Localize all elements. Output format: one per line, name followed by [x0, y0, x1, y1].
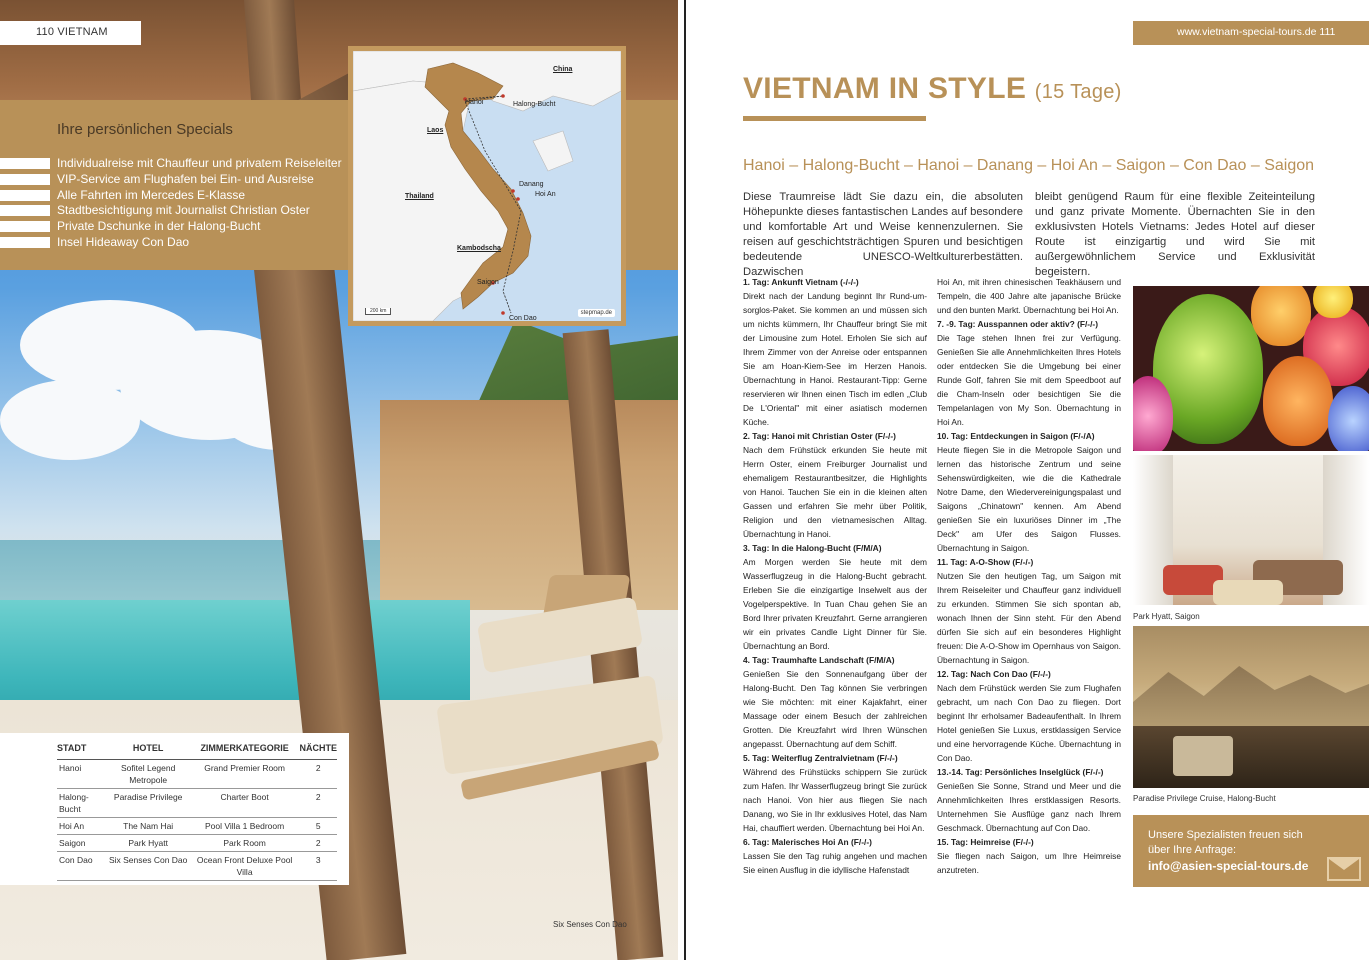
contact-line-1: Unsere Spezialisten freuen sich [1148, 829, 1303, 841]
itinerary-column-1 [743, 275, 927, 877]
map-label-saigon: Saigon [477, 279, 499, 286]
table-row: Con Dao Six Senses Con Dao Ocean Front Deluxe Pool Villa 3 [57, 852, 337, 881]
col-header: STADT [57, 743, 107, 760]
contact-email-link[interactable]: info@asien-special-tours.de [1148, 859, 1309, 873]
cruise-caption: Paradise Privilege Cruise, Halong-Bucht [1133, 794, 1276, 803]
intro-text-2: bleibt genügend Raum für eine flexible Zeiteinteilung und ganz private Momente. Übernachten Sie in den exklusivsten Hotels Vietnams: Jedes Hotel auf dieser Route ist einzigartig und wird Sie mit außergewöhnlichem Service und Exklusivität begeistern. [1035, 191, 1315, 278]
special-item: VIP-Service am Flughafen bei Ein- und Ausreise [0, 172, 342, 188]
route-map [348, 46, 626, 326]
day-entry: 1. Tag: Ankunft Vietnam (-/-/-) Direkt nach der Landung beginnt Ihr Rund-um-sorglos-Paket. Sie kommen an und müssen sich um nichts kümmern, Ihr Chauffeur bringt Sie mit der Limousine zum Hotel. Erholen Sie sich auf Ihrem Zimmer von der Anreise oder entspannen Sie am Hoan-Kiem-See im Herzen Hanois. Übernachtung in Hanoi. Restaurant-Tipp: Gerne reservieren wir Ihnen einen Tisch im edlen „Club De L'Oriental" mit einer asiatisch modernen Küche. [743, 277, 927, 427]
col-header: HOTEL [107, 743, 190, 760]
hotel-table [57, 743, 337, 881]
specials-list [0, 156, 342, 251]
hotel-table-box [0, 733, 349, 885]
day-entry: 15. Tag: Heimreise (F/-/-) Sie fliegen nach Saigon, um Ihre Heimreise anzutreten. [937, 837, 1121, 875]
contact-line-2: über Ihre Anfrage: [1148, 844, 1237, 856]
day-entry: 10. Tag: Entdeckungen in Saigon (F/-/A) Heute fliegen Sie in die Metropole Saigon und lernen das historische Zentrum und seine Sehenswürdigkeiten, wie die die Kathedrale Notre Dame, den Wiedervereinigungspalast und Saigons „Chinatown" kennen. Am Abend genießen Sie ein luxuriöses Dinner im „The Deck" am Ufer des Saigon Flusses. Übernachtung in Saigon. [937, 431, 1121, 553]
map-label-condao: Con Dao [509, 315, 537, 321]
special-item: Alle Fahrten im Mercedes E-Klasse [0, 188, 342, 204]
special-item: Stadtbesichtigung mit Journalist Christian Oster [0, 203, 342, 219]
special-item: Insel Hideaway Con Dao [0, 235, 342, 251]
right-page [696, 0, 1369, 960]
contact-box [1133, 815, 1369, 887]
map-scale: 200 km [365, 308, 391, 315]
map-label-hoian: Hoi An [535, 191, 556, 198]
lanterns-photo [1133, 286, 1369, 451]
day-entry: Hoi An, mit ihren chinesischen Teakhäusern und Tempeln, die 400 Jahre alte japanische Brücke und den bunten Markt. Übernachtung bei Hoi An. [937, 277, 1121, 315]
day-entry: 7. -9. Tag: Ausspannen oder aktiv? (F/-/-) Die Tage stehen Ihnen frei zur Verfügung. Genießen Sie alle Annehmlichkeiten Ihres Hotels oder entdecken Sie die Umgebung bei einer Runde Golf, fahren Sie mit dem Speedboot auf die Cham-Inseln oder besichtigen Sie die Tempelanlagen von My Son. Übernachtung in Hoi An. [937, 319, 1121, 427]
special-item: Private Dschunke in der Halong-Bucht [0, 219, 342, 235]
map-label-thailand: Thailand [405, 193, 434, 200]
page-number-left: 110 VIETNAM [0, 21, 141, 45]
title-days: (15 Tage) [1034, 81, 1122, 103]
map-credit: stepmap.de [578, 309, 615, 317]
cruise-photo [1133, 626, 1369, 788]
map-label-kambodscha: Kambodscha [457, 245, 501, 252]
table-row: Saigon Park Hyatt Park Room 2 [57, 835, 337, 852]
special-item: Individualreise mit Chauffeur und privatem Reiseleiter [0, 156, 342, 172]
day-entry: 5. Tag: Weiterflug Zentralvietnam (F/-/-) Während des Frühstücks schippern Sie zurück zum Hafen. Ihr Wasserflugzeug bringt Sie zurück nach Hanoi. Von hier aus fliegen Sie nach Danang, wo Sie in Ihr exklusives Hotel, das Nam Hai, chauffiert werden. Übernachtung bei Hoi An. [743, 753, 927, 833]
photo-caption: Six Senses Con Dao [553, 920, 627, 929]
itinerary-column-2 [937, 275, 1121, 877]
table-row: Hoi An The Nam Hai Pool Villa 1 Bedroom 5 [57, 818, 337, 835]
day-entry: 3. Tag: In die Halong-Bucht (F/M/A) Am Morgen werden Sie heute mit dem Wasserflugzeug in die Halong-Bucht gebracht. Erleben Sie die einzigartige Inselwelt aus der Vogelperspektive. In Tuan Chau gehen Sie an Bord Ihrer privaten Kreuzfahrt. Gerne arrangieren wir ein privates Candle Light Dinner für Sie. Übernachtung an Bord. [743, 543, 927, 651]
specials-title: Ihre persönlichen Specials [57, 121, 233, 138]
col-header: ZIMMERKATEGORIE [190, 743, 300, 760]
day-entry: 12. Tag: Nach Con Dao (F/-/-) Nach dem Frühstück werden Sie zum Flughafen gebracht, um nach Con Dao zu fliegen. Dort beginnt Ihr erholsamer Badeaufenthalt. In Ihrem Hotel genießen Sie Luxus, erstklassigen Service und eine hervorragende Küche. Übernachtung in Con Dao. [937, 669, 1121, 763]
title-rule [743, 116, 926, 121]
page-gutter [684, 0, 686, 960]
route-subtitle: Hanoi – Halong-Bucht – Hanoi – Danang – Hoi An – Saigon – Con Dao – Saigon [743, 157, 1315, 174]
hyatt-photo [1133, 455, 1369, 605]
map-label-hanoi: Hanoi [465, 99, 484, 106]
mail-icon [1327, 857, 1361, 881]
intro-text-1: Diese Traumreise lädt Sie dazu ein, die absoluten Höhepunkte dieses fantastischen Landes auf besondere und komfortable Art und Weise kennenzulernen. Sie reisen auf geschichtsträchtigen Spuren und besichtigen bedeutende UNESCO-Weltkulturerbestätten. Dazwischen [743, 191, 1023, 278]
page-number-right: www.vietnam-special-tours.de 111 [1133, 21, 1369, 45]
table-row: Halong-Bucht Paradise Privilege Charter Boot 2 [57, 789, 337, 818]
day-entry: 6. Tag: Malerisches Hoi An (F/-/-) Lassen Sie den Tag ruhig angehen und machen Sie einen Ausflug in die idyllische Hafenstadt [743, 837, 927, 875]
page-title: VIETNAM IN STYLE (15 Tage) [743, 72, 1122, 105]
map-label-danang: Danang [519, 181, 544, 188]
day-entry: 2. Tag: Hanoi mit Christian Oster (F/-/-) Nach dem Frühstück erkunden Sie heute mit Herrn Oster, einem Freiburger Journalist und ehemaligem Restaurantbesitzer, die Highlights von Hanoi. Tauchen Sie ein in die kleinen alten Gassen und erfahren Sie mehr über Politik, Religion und den vietnamesischen Alltag. Übernachtung in Hanoi. [743, 431, 927, 539]
map-label-halong: Halong-Bucht [513, 101, 556, 108]
day-entry: 4. Tag: Traumhafte Landschaft (F/M/A) Genießen Sie den Sonnenaufgang über der Halong-Bucht. Den Tag können Sie verbringen wie Sie möchten: mit einer Kajakfahrt, einer Massage oder einem Besuch der zahlreichen Grotten. Die Kreuzfahrt wird Ihren Wünschen angepasst. Übernachtung auf dem Schiff. [743, 655, 927, 749]
hyatt-caption: Park Hyatt, Saigon [1133, 612, 1200, 621]
day-entry: 13.-14. Tag: Persönliches Inselglück (F/-/-) Genießen Sie Sonne, Strand und Meer und die Annehmlichkeiten Ihres erstklassigen Resorts. Unternehmen Sie Ausflüge ganz nach Ihrem Geschmack. Übernachtung auf Con Dao. [937, 767, 1121, 833]
map-label-china: China [553, 66, 573, 73]
map-label-laos: Laos [427, 127, 444, 134]
left-page [0, 0, 678, 960]
table-row: Hanoi Sofitel Legend Metropole Grand Premier Room 2 [57, 760, 337, 789]
day-entry: 11. Tag: A-O-Show (F/-/-) Nutzen Sie den heutigen Tag, um Saigon mit Ihrem Reiseleiter und Chauffeur ganz individuell zu erkunden. Stimmen Sie sich spontan ab, wonach Ihnen der Sinn steht. Für den Abend dürfen Sie sich auf ein besonderes Highlight freuen: Die A-O-Show im Opernhaus von Saigon. Übernachtung in Saigon. [937, 557, 1121, 665]
col-header: NÄCHTE [299, 743, 337, 760]
